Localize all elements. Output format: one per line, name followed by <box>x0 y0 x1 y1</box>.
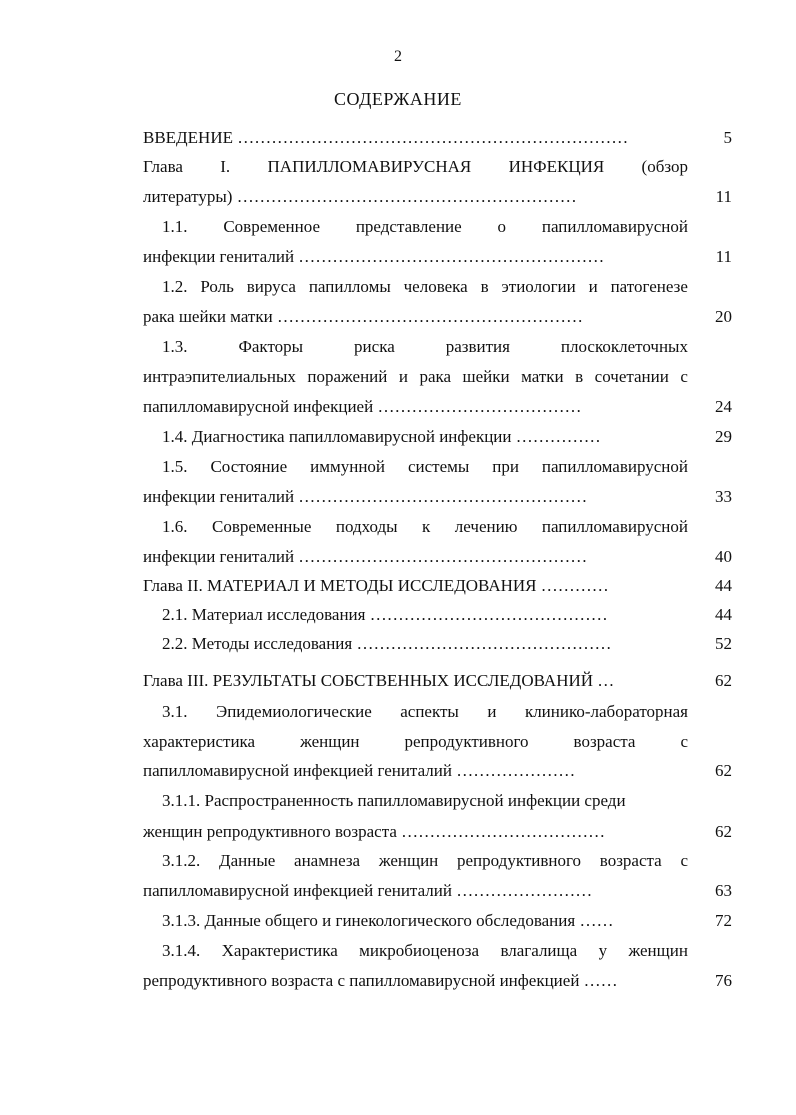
toc-page-number: 20 <box>715 307 732 326</box>
toc-word: возраста <box>599 851 662 870</box>
toc-word: с <box>680 851 688 870</box>
toc-word: Состояние <box>210 457 288 476</box>
toc-word: у <box>598 941 608 960</box>
toc-page-number: 33 <box>715 487 732 506</box>
toc-entry-line: инфекции гениталий …………………………………………… <box>143 487 588 506</box>
toc-word: представление <box>355 217 462 236</box>
toc-entry-line: женщин репродуктивного возраста ……………………………… <box>143 822 606 841</box>
toc-word: ПАПИЛЛОМАВИРУСНАЯ <box>267 157 472 176</box>
toc-entry-line: папилломавирусной инфекцией гениталий …………………… <box>143 881 593 900</box>
toc-page-number: 44 <box>715 576 732 595</box>
toc-page-number: 11 <box>715 187 732 206</box>
toc-word: о <box>497 217 507 236</box>
toc-entry-line: литературы) …………………………………………………… <box>143 187 577 206</box>
toc-word: системы <box>407 457 470 476</box>
toc-word: микробиоценоза <box>359 941 480 960</box>
toc-entry-line <box>162 702 688 722</box>
toc-entry-line <box>162 517 688 537</box>
page-number: 2 <box>394 48 402 65</box>
toc-entry-line: инфекции гениталий …………………………………………… <box>143 547 588 566</box>
toc-word: рака <box>419 367 452 386</box>
toc-page-number: 62 <box>715 761 732 780</box>
toc-word: Глава <box>143 157 183 176</box>
toc-word: в <box>575 367 584 386</box>
toc-word: патогенезе <box>610 277 688 296</box>
toc-word: Данные <box>218 851 276 870</box>
toc-page-number: 11 <box>715 247 732 266</box>
toc-word: матки <box>521 367 564 386</box>
toc-entry-line <box>162 277 688 297</box>
toc-word: папилломы <box>308 277 391 296</box>
toc-page-number: 44 <box>715 605 732 624</box>
toc-entry-line: Глава III. РЕЗУЛЬТАТЫ СОБСТВЕННЫХ ИССЛЕДОВАНИЙ … <box>143 671 615 690</box>
toc-word: анамнеза <box>294 851 361 870</box>
toc-entry-line <box>143 732 688 752</box>
page-title: СОДЕРЖАНИЕ <box>334 89 462 109</box>
toc-entry-line <box>162 851 688 871</box>
toc-word: I. <box>220 157 231 176</box>
toc-entry-line <box>162 217 688 237</box>
toc-word: 1.6. <box>162 517 188 536</box>
toc-word: женщин <box>628 941 688 960</box>
toc-page-number: 52 <box>715 634 732 653</box>
toc-entry-line: 3.1.3. Данные общего и гинекологического обследования …… <box>162 911 614 930</box>
toc-page-number: 40 <box>715 547 732 566</box>
toc-word: с <box>680 367 688 386</box>
toc-word: влагалища <box>500 941 578 960</box>
toc-word: 1.3. <box>162 337 188 356</box>
toc-page-number: 62 <box>715 671 732 690</box>
toc-word: папилломавирусной <box>541 217 688 236</box>
toc-word: женщин <box>300 732 360 751</box>
toc-word: сочетании <box>594 367 669 386</box>
toc-word: 3.1. <box>162 702 188 721</box>
toc-word: Эпидемиологические <box>215 702 372 721</box>
toc-word: лечению <box>454 517 518 536</box>
toc-entry-line <box>162 457 688 477</box>
toc-entry-line <box>162 941 688 961</box>
toc-entry-line <box>143 367 688 387</box>
toc-word: и <box>588 277 598 296</box>
toc-entry-line <box>143 157 688 177</box>
toc-word: репродуктивного <box>457 851 582 870</box>
toc-page-number: 5 <box>723 128 732 147</box>
toc-entry-line: 3.1.1. Распространенность папилломавирусной инфекции среди <box>162 791 626 810</box>
toc-word: вируса <box>246 277 296 296</box>
toc-word: и <box>487 702 497 721</box>
toc-word: интраэпителиальных <box>143 367 296 386</box>
toc-word: в <box>480 277 489 296</box>
toc-entry-line: 2.1. Материал исследования …………………………………… <box>162 605 608 624</box>
toc-word: к <box>422 517 431 536</box>
toc-word: Современные <box>211 517 312 536</box>
toc-word: развития <box>445 337 510 356</box>
toc-word: (обзор <box>641 157 688 176</box>
toc-word: шейки <box>462 367 510 386</box>
toc-word: плоскоклеточных <box>560 337 688 356</box>
toc-word: 3.1.2. <box>162 851 201 870</box>
toc-word: подходы <box>335 517 398 536</box>
toc-word: риска <box>354 337 395 356</box>
toc-word: и <box>398 367 408 386</box>
toc-word: 1.1. <box>162 217 188 236</box>
toc-entry-line: Глава II. МАТЕРИАЛ И МЕТОДЫ ИССЛЕДОВАНИЯ ………… <box>143 576 609 595</box>
toc-word: репродуктивного <box>404 732 529 751</box>
toc-entry-line: папилломавирусной инфекцией ……………………………… <box>143 397 582 416</box>
toc-page-number: 29 <box>715 427 732 446</box>
toc-entry-line: 2.2. Методы исследования ……………………………………… <box>162 634 612 653</box>
toc-page-number: 24 <box>715 397 732 416</box>
toc-page-number: 76 <box>715 971 732 990</box>
toc-word: с <box>680 732 688 751</box>
toc-word: клинико-лабораторная <box>524 702 688 721</box>
toc-entry-line: инфекции гениталий ……………………………………………… <box>143 247 605 266</box>
toc-word: Современное <box>223 217 320 236</box>
toc-word: при <box>492 457 519 476</box>
toc-word: возраста <box>573 732 636 751</box>
toc-entry-line: 1.4. Диагностика папилломавирусной инфекции …………… <box>162 427 601 446</box>
toc-entry-line: ВВЕДЕНИЕ …………………………………………………………… <box>143 128 629 147</box>
toc-word: 3.1.4. <box>162 941 201 960</box>
toc-word: папилломавирусной <box>541 517 688 536</box>
toc-word: поражений <box>307 367 388 386</box>
toc-word: иммунной <box>310 457 386 476</box>
toc-word: Характеристика <box>221 941 338 960</box>
toc-word: человека <box>403 277 468 296</box>
toc-word: Роль <box>200 277 234 296</box>
toc-word: этиологии <box>501 277 576 296</box>
toc-page-number: 72 <box>715 911 732 930</box>
toc-entry-line: рака шейки матки ……………………………………………… <box>143 307 583 326</box>
toc-word: аспекты <box>400 702 459 721</box>
toc-word: Факторы <box>238 337 304 356</box>
toc-word: женщин <box>378 851 439 870</box>
toc-entry-line: репродуктивного возраста с папилломавирусной инфекцией …… <box>143 971 618 990</box>
toc-word: 1.2. <box>162 277 188 296</box>
toc-word: ИНФЕКЦИЯ <box>508 157 605 176</box>
toc-page-number: 62 <box>715 822 732 841</box>
toc-word: папилломавирусной <box>541 457 688 476</box>
toc-word: характеристика <box>143 732 256 751</box>
toc-entry-line <box>162 337 688 357</box>
toc-word: 1.5. <box>162 457 188 476</box>
toc-page-number: 63 <box>715 881 732 900</box>
toc-entry-line: папилломавирусной инфекцией гениталий ………………… <box>143 761 576 780</box>
